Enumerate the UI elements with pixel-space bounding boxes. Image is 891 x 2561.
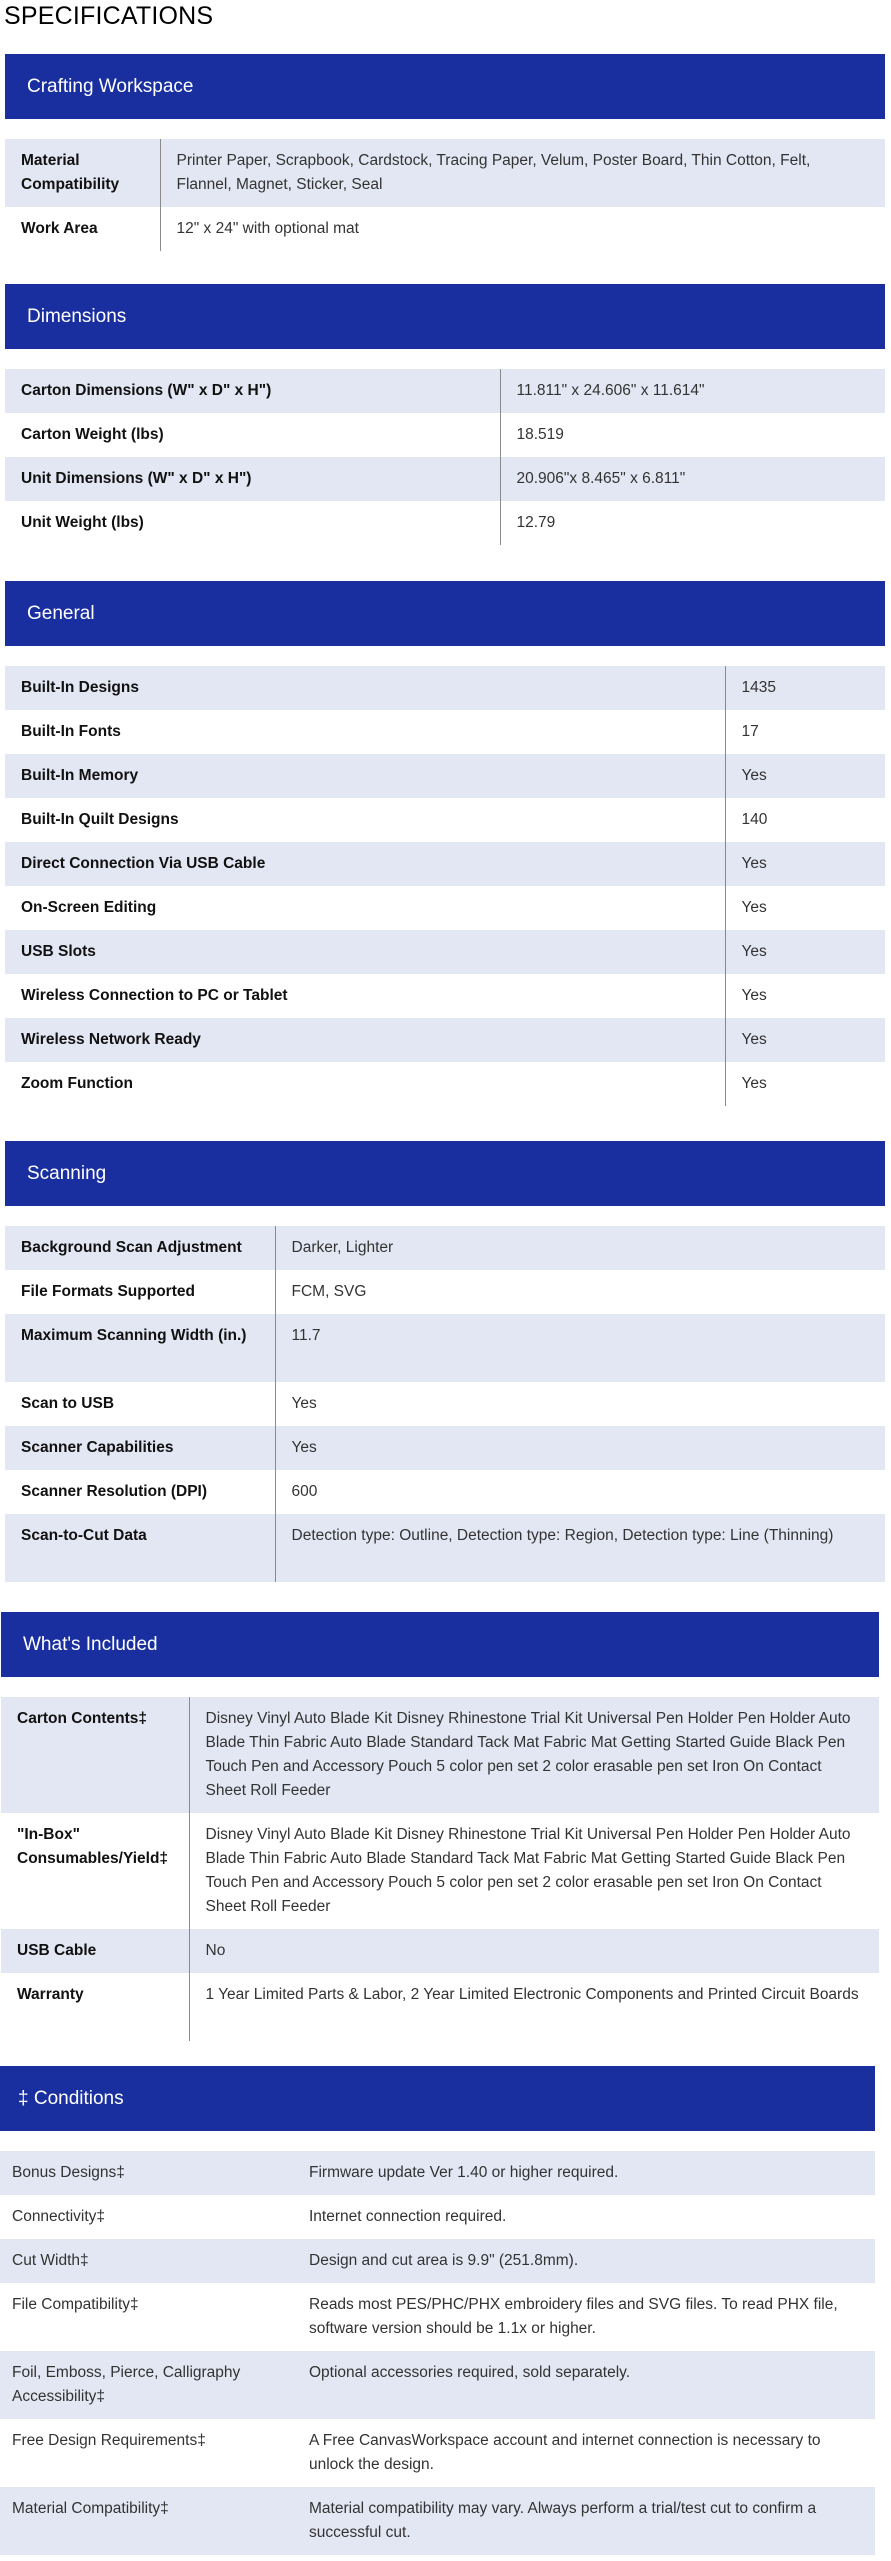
spec-value: 20.906"x 8.465" x 6.811" (500, 457, 885, 501)
spec-value: Detection type: Outline, Detection type: Region, Detection type: Line (Thinning) (275, 1514, 885, 1582)
spec-label: Material Compatibility‡ (0, 2487, 293, 2555)
table-row (5, 842, 885, 886)
spec-value: A Free CanvasWorkspace account and internet connection is necessary to unlock the design. (293, 2419, 875, 2487)
table-row (5, 501, 885, 545)
spec-value: Firmware update Ver 1.40 or higher required. (293, 2151, 875, 2195)
spec-value: 11.7 (275, 1314, 885, 1382)
table-row (0, 2151, 875, 2195)
spec-label: Unit Dimensions (W" x D" x H") (5, 457, 500, 501)
section-dimensions (5, 284, 885, 545)
table-row (5, 207, 885, 251)
spec-label: Cut Width‡ (0, 2239, 293, 2283)
spec-label: Background Scan Adjustment (5, 1226, 275, 1270)
spec-value: 11.811" x 24.606" x 11.614" (500, 369, 885, 413)
spec-label: Wireless Connection to PC or Tablet (5, 974, 725, 1018)
spec-value: Yes (725, 930, 885, 974)
spec-label: On-Screen Editing (5, 886, 725, 930)
spec-table (1, 1697, 879, 2041)
spec-value: Reads most PES/PHC/PHX embroidery files and SVG files. To read PHX file, software version should be 1.1x or higher. (293, 2283, 875, 2351)
spec-label: Maximum Scanning Width (in.) (5, 1314, 275, 1382)
spec-label: Built-In Designs (5, 666, 725, 710)
table-row (0, 2351, 875, 2419)
spec-label: Connectivity‡ (0, 2195, 293, 2239)
spec-value: Yes (725, 754, 885, 798)
table-row (5, 1270, 885, 1314)
section-general (5, 581, 885, 1106)
spec-value: Yes (725, 1062, 885, 1106)
table-row (5, 457, 885, 501)
spec-value: 1 Year Limited Parts & Labor, 2 Year Limited Electronic Components and Printed Circuit Boards (189, 1973, 879, 2041)
spec-value: 18.519 (500, 413, 885, 457)
spec-value: Yes (725, 1018, 885, 1062)
spec-label: Scan-to-Cut Data (5, 1514, 275, 1582)
spec-value: 12.79 (500, 501, 885, 545)
spec-value: Printer Paper, Scrapbook, Cardstock, Tracing Paper, Velum, Poster Board, Thin Cotton, Felt, Flannel, Magnet, Sticker, Seal (160, 139, 885, 207)
table-row (5, 710, 885, 754)
table-row (0, 2419, 875, 2487)
table-row (5, 1382, 885, 1426)
table-row (5, 1226, 885, 1270)
spec-label: Carton Weight (lbs) (5, 413, 500, 457)
spec-label: Foil, Emboss, Pierce, Calligraphy Accessibility‡ (0, 2351, 293, 2419)
spec-label: Work Area (5, 207, 160, 251)
spec-value: Disney Vinyl Auto Blade Kit Disney Rhinestone Trial Kit Universal Pen Holder Pen Holder Auto Blade Thin Fabric Auto Blade Standard Tack Mat Fabric Mat Getting Started Guide Black Pen Touch Pen and Accessory Pouch 5 color pen set 2 color erasable pen set Iron On Contact Sheet Roll Feeder (189, 1697, 879, 1813)
table-row (5, 1470, 885, 1514)
spec-value: Material compatibility may vary. Always perform a trial/test cut to confirm a successful cut. (293, 2487, 875, 2555)
section-header: Scanning (5, 1141, 885, 1206)
spec-table (5, 139, 885, 251)
table-row (5, 886, 885, 930)
spec-value: FCM, SVG (275, 1270, 885, 1314)
table-row (5, 974, 885, 1018)
spec-label: Carton Contents‡ (1, 1697, 189, 1813)
spec-value: 17 (725, 710, 885, 754)
spec-label: Free Design Requirements‡ (0, 2419, 293, 2487)
spec-label: Direct Connection Via USB Cable (5, 842, 725, 886)
spec-value: Design and cut area is 9.9" (251.8mm). (293, 2239, 875, 2283)
table-row (5, 1018, 885, 1062)
spec-value: Yes (275, 1382, 885, 1426)
spec-label: File Formats Supported (5, 1270, 275, 1314)
spec-label: Bonus Designs‡ (0, 2151, 293, 2195)
spec-value: Disney Vinyl Auto Blade Kit Disney Rhinestone Trial Kit Universal Pen Holder Pen Holder Auto Blade Thin Fabric Auto Blade Standard Tack Mat Fabric Mat Getting Started Guide Black Pen Touch Pen and Accessory Pouch 5 color pen set 2 color erasable pen set Iron On Contact Sheet Roll Feeder (189, 1813, 879, 1929)
table-row (5, 1514, 885, 1582)
spec-value: Optional accessories required, sold separately. (293, 2351, 875, 2419)
section-crafting-workspace (5, 54, 885, 251)
section-header: Crafting Workspace (5, 54, 885, 119)
section-header: What's Included (1, 1612, 879, 1677)
section-header: General (5, 581, 885, 646)
spec-label: Built-In Quilt Designs (5, 798, 725, 842)
table-row (5, 1314, 885, 1382)
section-scanning (5, 1141, 885, 1582)
spec-label: Warranty (1, 1973, 189, 2041)
table-row (1, 1697, 879, 1813)
spec-table (5, 1226, 885, 1582)
spec-table (0, 2151, 875, 2555)
spec-label: Wireless Network Ready (5, 1018, 725, 1062)
table-row (5, 139, 885, 207)
spec-label: Zoom Function (5, 1062, 725, 1106)
table-row (5, 1426, 885, 1470)
spec-value: No (189, 1929, 879, 1973)
spec-value: Yes (725, 886, 885, 930)
spec-value: Darker, Lighter (275, 1226, 885, 1270)
table-row (0, 2283, 875, 2351)
section-header: Dimensions (5, 284, 885, 349)
spec-label: USB Cable (1, 1929, 189, 1973)
spec-label: Built-In Fonts (5, 710, 725, 754)
table-row (1, 1813, 879, 1929)
table-row (0, 2487, 875, 2555)
spec-value: 1435 (725, 666, 885, 710)
spec-label: Material Compatibility (5, 139, 160, 207)
section-whats-included (1, 1612, 879, 2041)
table-row (5, 666, 885, 710)
spec-table (5, 666, 885, 1106)
spec-label: USB Slots (5, 930, 725, 974)
spec-label: Scan to USB (5, 1382, 275, 1426)
section-header: ‡ Conditions (0, 2066, 875, 2131)
table-row (5, 413, 885, 457)
section-conditions (0, 2066, 875, 2555)
spec-value: Yes (725, 974, 885, 1018)
table-row (5, 369, 885, 413)
spec-value: 140 (725, 798, 885, 842)
spec-table (5, 369, 885, 545)
table-row (1, 1929, 879, 1973)
spec-label: Scanner Capabilities (5, 1426, 275, 1470)
table-row (0, 2239, 875, 2283)
spec-value: Internet connection required. (293, 2195, 875, 2239)
spec-label: Carton Dimensions (W" x D" x H") (5, 369, 500, 413)
table-row (5, 930, 885, 974)
spec-label: Unit Weight (lbs) (5, 501, 500, 545)
spec-label: "In-Box" Consumables/Yield‡ (1, 1813, 189, 1929)
table-row (5, 1062, 885, 1106)
page-title: SPECIFICATIONS (4, 2, 214, 30)
spec-label: Scanner Resolution (DPI) (5, 1470, 275, 1514)
spec-value: 600 (275, 1470, 885, 1514)
spec-label: Built-In Memory (5, 754, 725, 798)
table-row (5, 798, 885, 842)
spec-value: Yes (275, 1426, 885, 1470)
spec-value: Yes (725, 842, 885, 886)
table-row (0, 2195, 875, 2239)
spec-value: 12" x 24" with optional mat (160, 207, 885, 251)
spec-label: File Compatibility‡ (0, 2283, 293, 2351)
table-row (1, 1973, 879, 2041)
table-row (5, 754, 885, 798)
